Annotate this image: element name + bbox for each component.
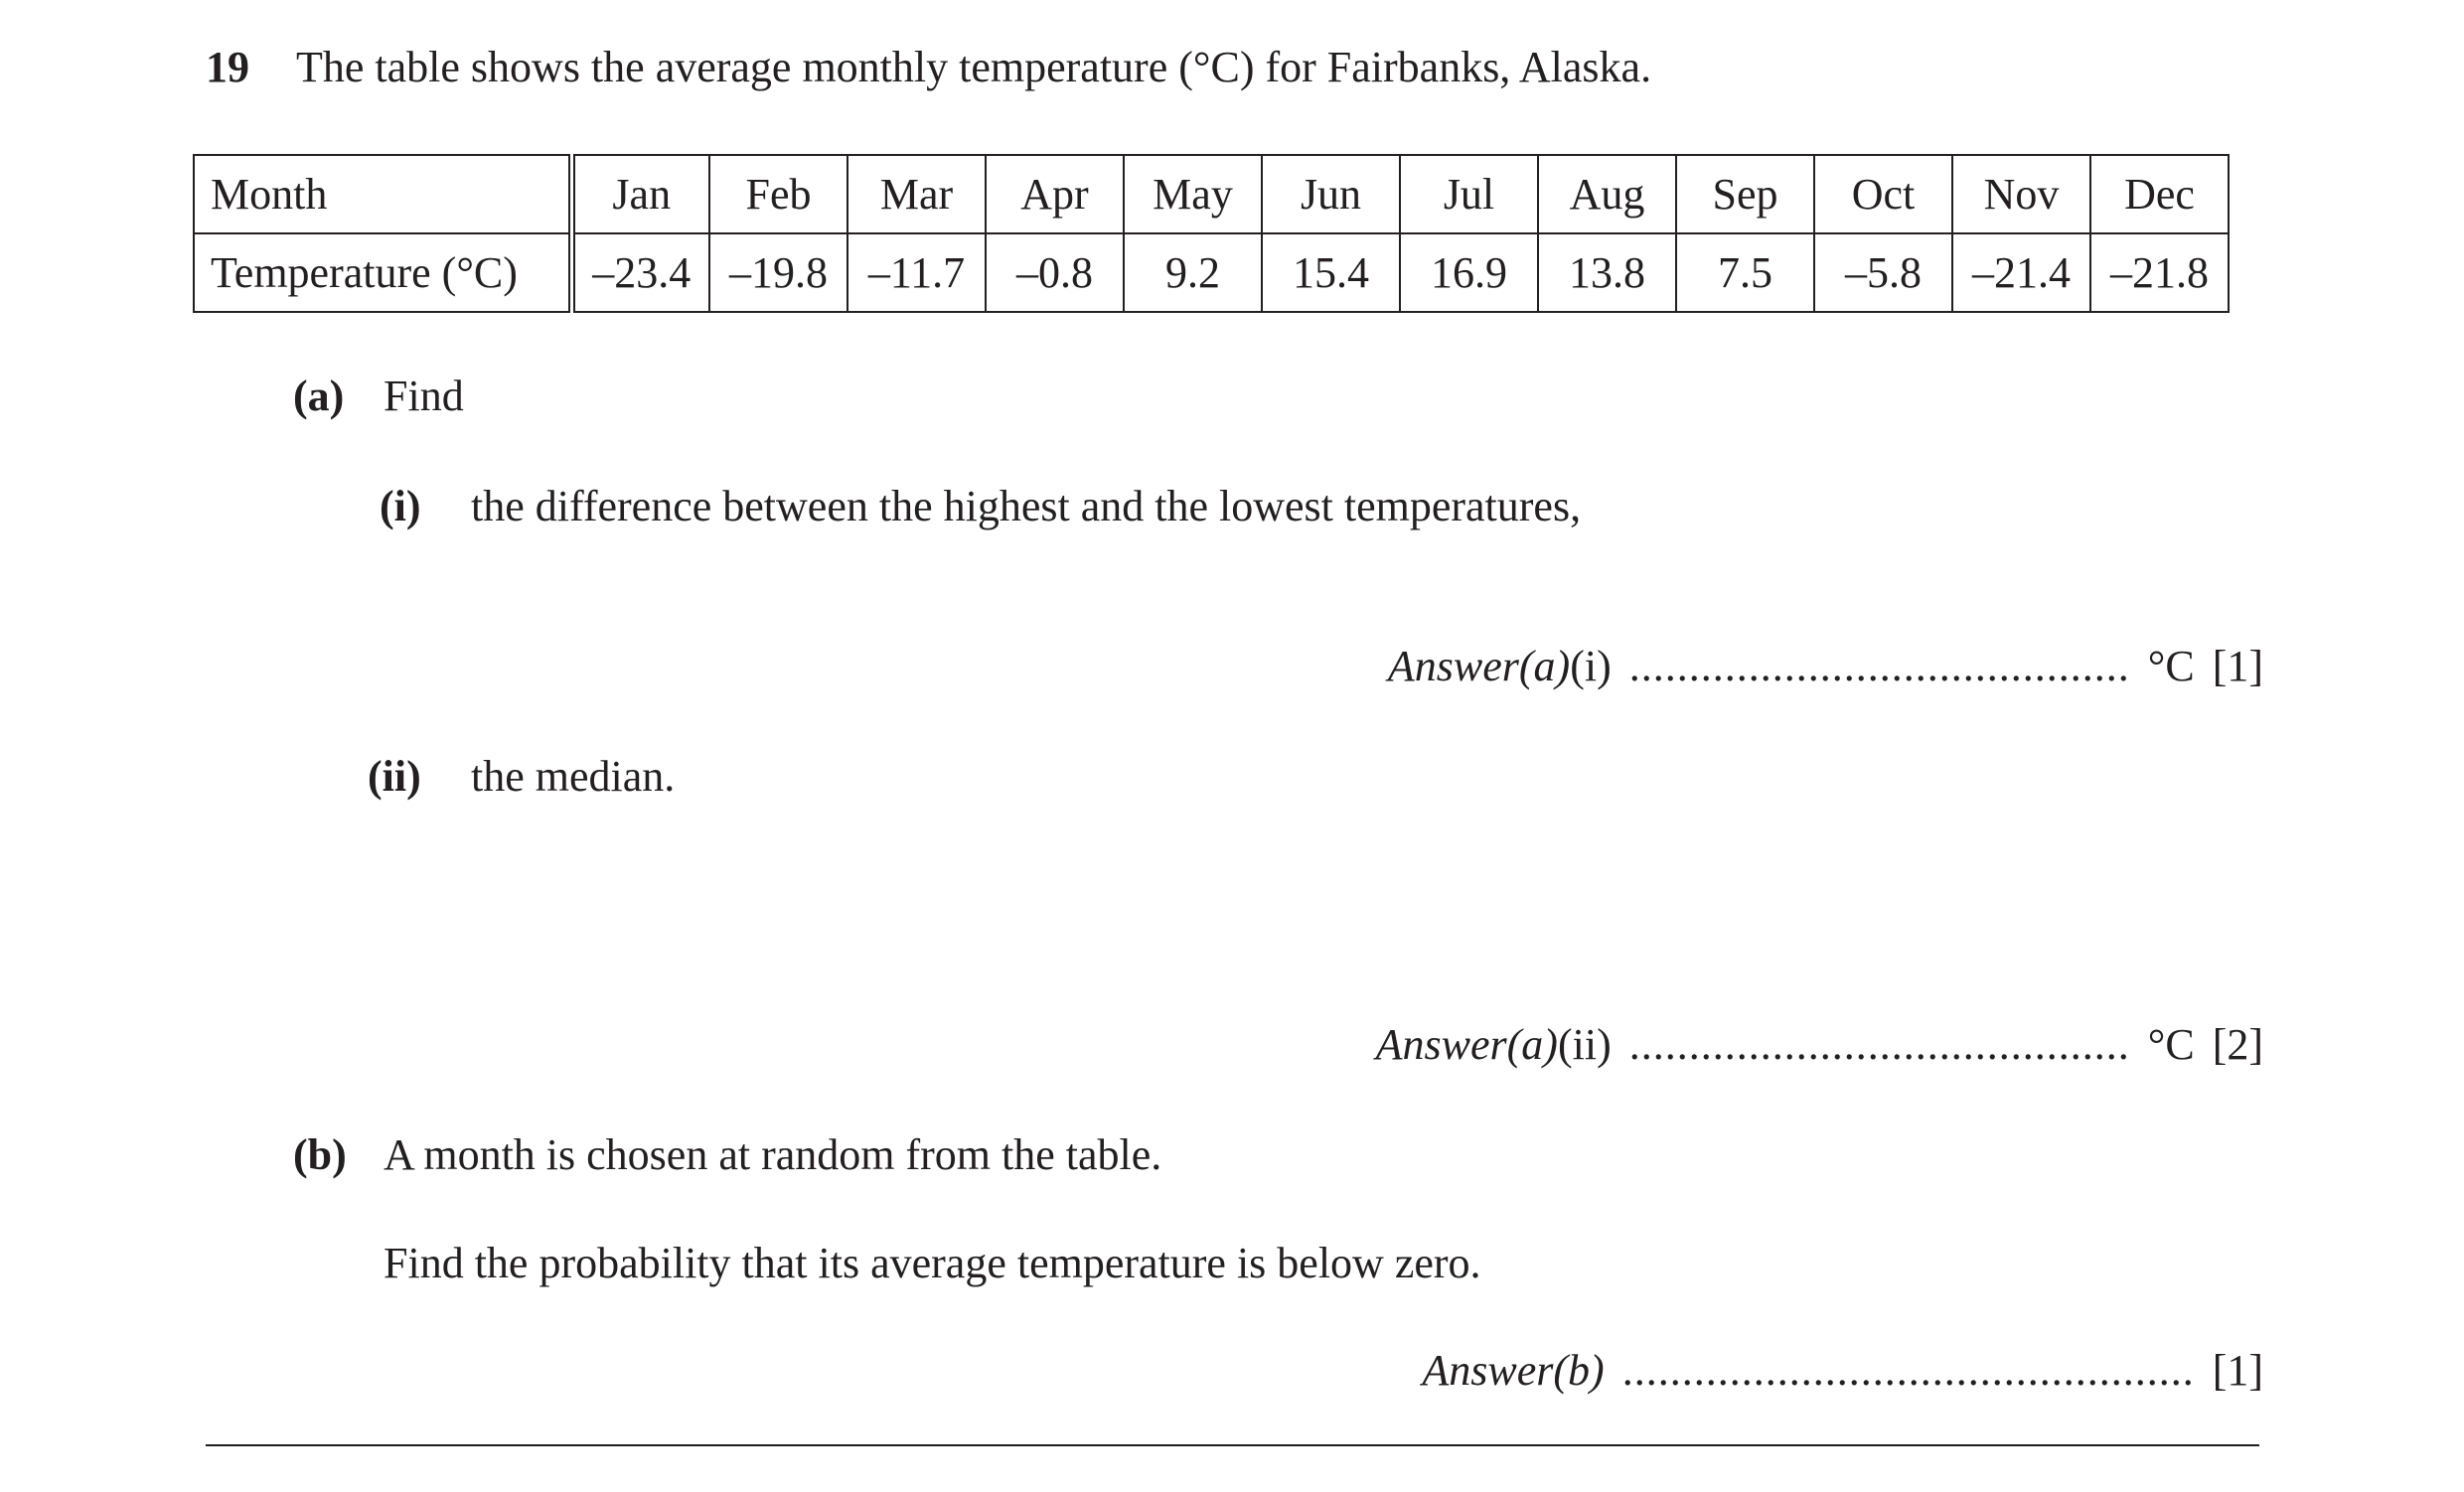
part-b-instruction: Find the probability that its average temperature is below zero. (384, 1239, 1481, 1287)
part-aii-label: (ii) (368, 752, 421, 801)
month-cell: Jun (1262, 155, 1400, 233)
question-text: The table shows the average monthly temperature (°C) for Fairbanks, Alaska. (296, 43, 1652, 91)
answer-sublabel: (ii) (1557, 1020, 1612, 1069)
unit-label: °C (2147, 1020, 2195, 1069)
month-cell: Sep (1676, 155, 1814, 233)
question-number: 19 (206, 43, 249, 91)
temperature-cell: –19.8 (709, 233, 847, 312)
temperature-cell: –0.8 (986, 233, 1124, 312)
month-cell: Oct (1814, 155, 1952, 233)
temperature-cell: 13.8 (1538, 233, 1676, 312)
temperature-cell: 16.9 (1400, 233, 1538, 312)
answer-b-line (1422, 1345, 2263, 1397)
part-a-label: (a) (293, 372, 345, 420)
month-cell: Feb (709, 155, 847, 233)
temperature-cell: 7.5 (1676, 233, 1814, 312)
month-cell: Apr (986, 155, 1124, 233)
temperature-row-header: Temperature (°C) (194, 233, 571, 312)
part-b-label: (b) (293, 1130, 347, 1179)
answer-aii-line (1376, 1019, 2263, 1071)
part-ai-label: (i) (380, 482, 421, 530)
temperature-cell: –23.4 (571, 233, 709, 312)
part-ai-text: the difference between the highest and the lowest temperatures, (471, 482, 1582, 530)
month-cell: May (1124, 155, 1262, 233)
month-cell: Jan (571, 155, 709, 233)
answer-ai-field[interactable]: .......................................... (1628, 642, 2130, 690)
month-cell: Dec (2090, 155, 2229, 233)
temperature-cell: –21.8 (2090, 233, 2229, 312)
temperature-row (194, 233, 2229, 312)
answer-label: Answer(b) (1422, 1346, 1605, 1395)
temperature-cell: –11.7 (847, 233, 986, 312)
answer-ai-line (1388, 641, 2263, 692)
temperature-cell: –5.8 (1814, 233, 1952, 312)
answer-sublabel: (i) (1570, 642, 1612, 690)
bottom-divider (206, 1444, 2259, 1446)
answer-label: Answer(a) (1387, 642, 1571, 690)
part-a-text: Find (384, 372, 464, 420)
part-aii-text: the median. (471, 752, 676, 801)
answer-aii-field[interactable]: .......................................... (1628, 1020, 2130, 1069)
answer-b-field[interactable]: ................................................ (1621, 1346, 2195, 1395)
answer-label: Answer(a) (1375, 1020, 1558, 1069)
temperature-cell: –21.4 (1952, 233, 2090, 312)
month-row (194, 155, 2229, 233)
temperature-cell: 9.2 (1124, 233, 1262, 312)
month-cell: Nov (1952, 155, 2090, 233)
marks-label: [1] (2212, 642, 2263, 690)
part-b-text: A month is chosen at random from the table. (384, 1130, 1162, 1179)
marks-label: [1] (2212, 1346, 2263, 1395)
month-cell: Aug (1538, 155, 1676, 233)
unit-label: °C (2147, 642, 2195, 690)
temperature-table (193, 154, 2230, 313)
month-cell: Jul (1400, 155, 1538, 233)
month-row-header: Month (194, 155, 571, 233)
temperature-cell: 15.4 (1262, 233, 1400, 312)
month-cell: Mar (847, 155, 986, 233)
marks-label: [2] (2212, 1020, 2263, 1069)
